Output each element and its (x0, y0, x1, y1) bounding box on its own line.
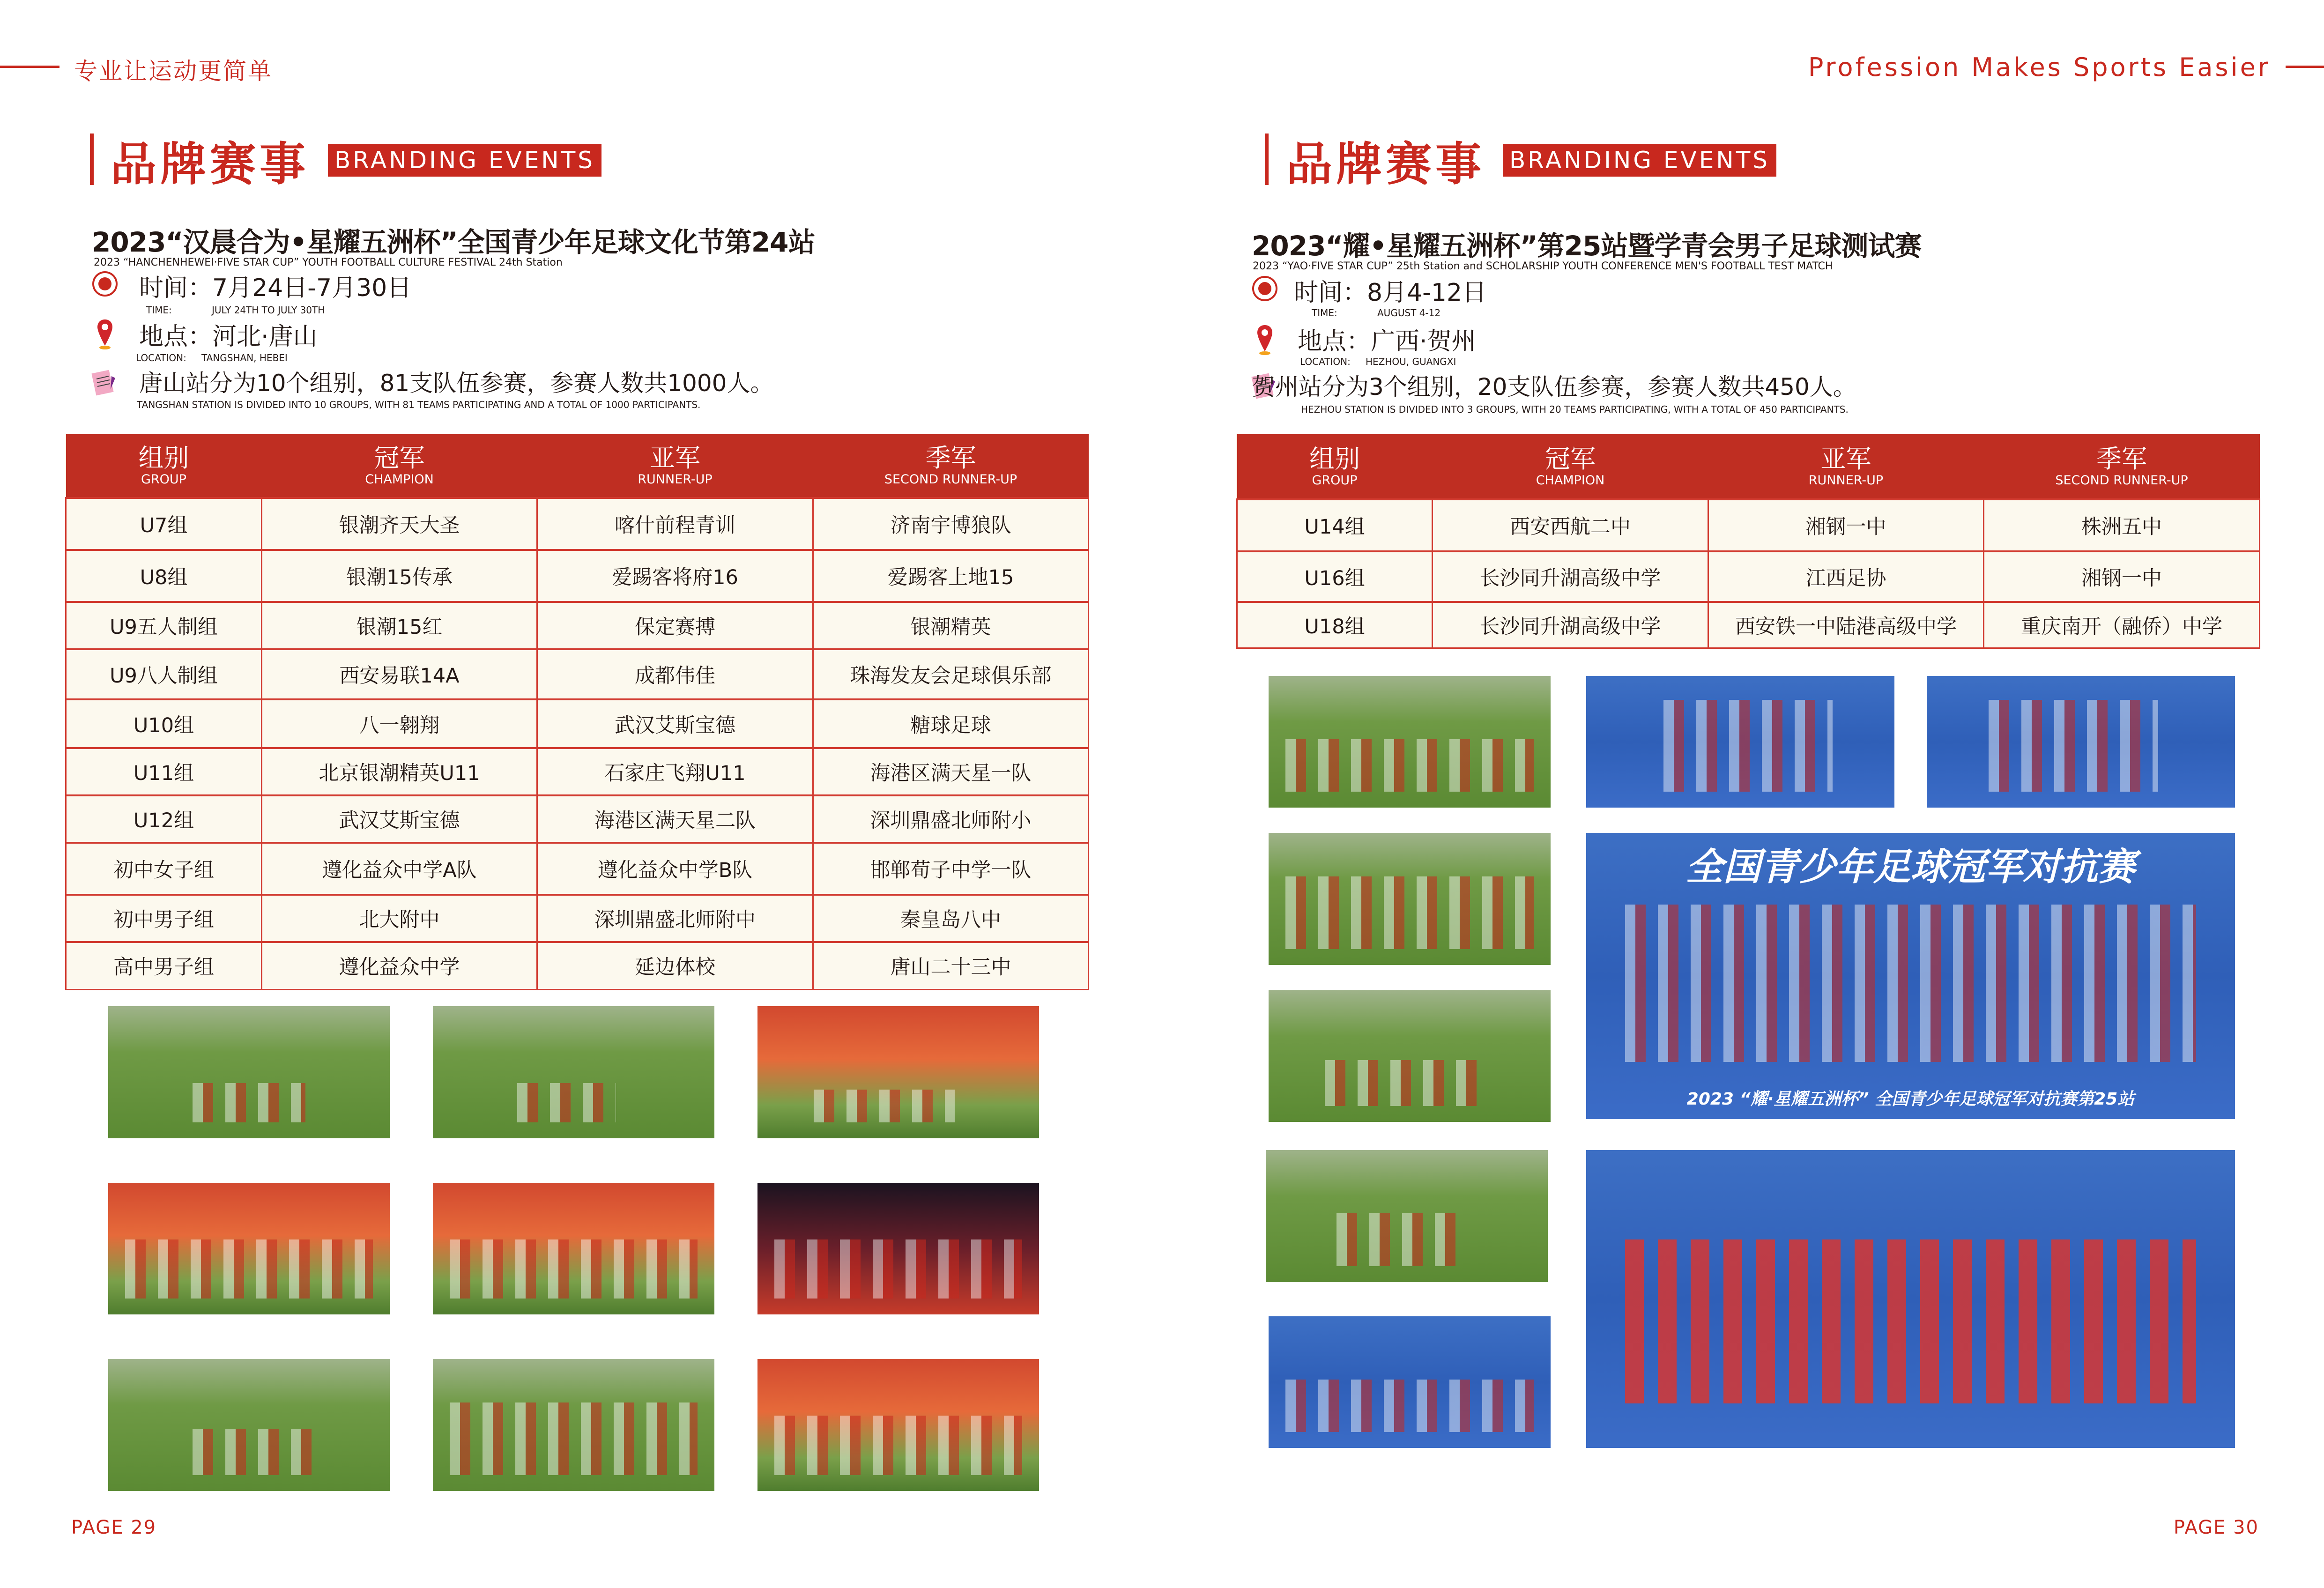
second-runner-up-cell: 秦皇岛八中 (813, 895, 1089, 942)
event-subtitle: 2023 “HANCHENHEWEI·FIVE STAR CUP” YOUTH FOOTBALL CULTURE FESTIVAL 24th Station (94, 257, 563, 268)
table-row (1237, 499, 2260, 551)
location-pin-icon (1252, 323, 1278, 356)
photo-lineup (1269, 676, 1551, 808)
event-description-en: HEZHOU STATION IS DIVIDED INTO 3 GROUPS, WITH 20 TEAMS PARTICIPATING, WITH A TOTAL OF 450 PARTICIPANTS. (1301, 404, 1849, 415)
photo-team-2 (433, 1183, 714, 1314)
group-cell: U7组 (66, 498, 262, 550)
event-subtitle: 2023 “YAO·FIVE STAR CUP” 25th Station and SCHOLARSHIP YOUTH CONFERENCE MEN'S FOOTBALL TEST MATCH (1253, 260, 1833, 272)
runner-up-cell: 保定赛搏 (537, 602, 813, 649)
table-row (66, 699, 1089, 748)
photo-match-4 (108, 1359, 390, 1491)
table-row (1237, 551, 2260, 602)
table-row (66, 602, 1089, 649)
column-header-en: CHAMPION (365, 472, 434, 487)
column-header-en: SECOND RUNNER-UP (2055, 473, 2188, 488)
slogan-cn: 专业让运动更简单 (74, 58, 273, 85)
group-cell: U12组 (66, 795, 262, 843)
results-table (65, 434, 1089, 990)
table-row (66, 550, 1089, 602)
clock-icon (92, 271, 118, 297)
second-runner-up-cell: 株洲五中 (1984, 499, 2260, 551)
event-time: 时间：8月4-12日 (1294, 279, 1487, 307)
event-time-en (146, 304, 325, 316)
runner-up-cell: 武汉艾斯宝德 (537, 699, 813, 748)
champion-cell: 银潮15传承 (262, 550, 537, 602)
group-cell: U16组 (1237, 551, 1433, 602)
champion-cell: 八一翱翔 (262, 699, 537, 748)
photo-match-3 (757, 1006, 1039, 1138)
champion-cell: 武汉艾斯宝德 (262, 795, 537, 843)
photo-match-2 (433, 1006, 714, 1138)
group-cell: U18组 (1237, 602, 1433, 648)
column-header (1984, 434, 2260, 499)
section-title-en: BRANDING EVENTS (328, 144, 601, 177)
column-header-en: CHAMPION (1536, 473, 1605, 488)
runner-up-cell: 江西足协 (1708, 551, 1984, 602)
results-table (1236, 434, 2260, 649)
event-location-en (1300, 356, 1456, 367)
runner-up-cell: 遵化益众中学B队 (537, 843, 813, 895)
column-header-en: SECOND RUNNER-UP (884, 472, 1017, 487)
location-pin-icon (92, 318, 118, 350)
champion-cell: 遵化益众中学A队 (262, 843, 537, 895)
event-location: 地点：广西·贺州 (1298, 327, 1476, 356)
time-value: AUGUST 4-12 (1377, 307, 1441, 319)
photo-team-3 (757, 1359, 1039, 1491)
event-time: 时间：7月24日-7月30日 (139, 274, 412, 302)
slogan-en: Profession Makes Sports Easier (1808, 52, 2271, 82)
second-runner-up-cell: 爱踢客上地15 (813, 550, 1089, 602)
column-header-cn: 组别 (138, 443, 189, 473)
section-title-en: BRANDING EVENTS (1503, 144, 1776, 177)
photo-referees (1269, 833, 1551, 965)
champion-cell: 银潮15红 (262, 602, 537, 649)
champion-cell: 长沙同升湖高级中学 (1433, 551, 1708, 602)
time-value: JULY 24TH TO JULY 30TH (212, 304, 325, 316)
runner-up-cell: 海港区满天星二队 (537, 795, 813, 843)
table-row (1237, 602, 2260, 648)
photo-group-officials (1586, 833, 2235, 1119)
column-header-cn: 冠军 (1545, 444, 1596, 474)
photo-caption: 全国青少年足球冠军对抗赛 (1685, 845, 2136, 889)
event-location: 地点：河北·唐山 (139, 323, 318, 351)
column-header (1433, 434, 1708, 499)
group-cell: 高中男子组 (66, 942, 262, 989)
header-rule-right (2286, 66, 2324, 68)
photo-award-1 (1586, 676, 1894, 808)
second-runner-up-cell: 湘钢一中 (1984, 551, 2260, 602)
table-row (66, 843, 1089, 895)
section-bar (1265, 134, 1269, 185)
table-header-row (66, 434, 1089, 498)
table-row (66, 795, 1089, 843)
runner-up-cell: 湘钢一中 (1708, 499, 1984, 551)
column-header-cn: 冠军 (374, 443, 425, 473)
column-header-cn: 亚军 (1820, 444, 1871, 474)
column-header-en: RUNNER-UP (1808, 473, 1884, 488)
event-description: 唐山站分为10个组别，81支队伍参赛，参赛人数共1000人。 (139, 370, 774, 397)
runner-up-cell: 深圳鼎盛北师附中 (537, 895, 813, 942)
section-title: 品牌赛事 (1286, 138, 1485, 191)
section-title: 品牌赛事 (111, 138, 310, 191)
champion-cell: 长沙同升湖高级中学 (1433, 602, 1708, 648)
runner-up-cell: 西安铁一中陆港高级中学 (1708, 602, 1984, 648)
group-cell: U9八人制组 (66, 649, 262, 699)
location-label: LOCATION: (1300, 356, 1351, 367)
second-runner-up-cell: 海港区满天星一队 (813, 748, 1089, 795)
runner-up-cell: 爱踢客将府16 (537, 550, 813, 602)
column-header (813, 434, 1089, 498)
second-runner-up-cell: 糖球足球 (813, 699, 1089, 748)
event-location-en (136, 352, 288, 364)
second-runner-up-cell: 重庆南开（融侨）中学 (1984, 602, 2260, 648)
column-header-cn: 组别 (1309, 444, 1360, 474)
time-label: TIME: (1312, 307, 1337, 319)
clock-icon (1252, 275, 1278, 302)
notepad-icon (91, 368, 117, 396)
photo-caption: 2023 “耀·星耀五洲杯” 全国青少年足球冠军对抗赛第25站 (1686, 1090, 2135, 1109)
photo-team-1 (108, 1183, 390, 1314)
column-header (537, 434, 813, 498)
runner-up-cell: 喀什前程青训 (537, 498, 813, 550)
group-cell: 初中男子组 (66, 895, 262, 942)
table-row (66, 942, 1089, 989)
second-runner-up-cell: 深圳鼎盛北师附小 (813, 795, 1089, 843)
column-header-en: GROUP (141, 472, 186, 487)
photo-match-5 (1269, 990, 1551, 1122)
group-cell: U10组 (66, 699, 262, 748)
column-header-cn: 季军 (925, 443, 976, 473)
runner-up-cell: 延边体校 (537, 942, 813, 989)
second-runner-up-cell: 珠海发友会足球俱乐部 (813, 649, 1089, 699)
group-cell: U14组 (1237, 499, 1433, 551)
column-header (66, 434, 262, 498)
group-cell: U11组 (66, 748, 262, 795)
group-cell: U8组 (66, 550, 262, 602)
event-title: 2023“耀•星耀五洲杯”第25站暨学青会男子足球测试赛 (1252, 230, 1922, 262)
photo-match-6 (1266, 1150, 1548, 1282)
table-row (66, 895, 1089, 942)
group-cell: 初中女子组 (66, 843, 262, 895)
second-runner-up-cell: 济南宇博狼队 (813, 498, 1089, 550)
column-header-cn: 季军 (2096, 444, 2147, 474)
second-runner-up-cell: 唐山二十三中 (813, 942, 1089, 989)
event-description: 贺州站分为3个组别，20支队伍参赛，参赛人数共450人。 (1252, 373, 1856, 401)
table-header-row (1237, 434, 2260, 499)
page-number: PAGE 30 (2173, 1517, 2259, 1538)
table-row (66, 649, 1089, 699)
photo-champions-celebration (1586, 1150, 2235, 1448)
second-runner-up-cell: 银潮精英 (813, 602, 1089, 649)
time-label: TIME: (146, 304, 172, 316)
location-value: TANGSHAN, HEBEI (201, 352, 288, 364)
event-time-en (1312, 307, 1440, 319)
champion-cell: 北京银潮精英U11 (262, 748, 537, 795)
section-bar (90, 134, 94, 185)
page-number: PAGE 29 (71, 1517, 157, 1538)
event-description-en: TANGSHAN STATION IS DIVIDED INTO 10 GROUPS, WITH 81 TEAMS PARTICIPATING AND A TOTAL OF 1000 PARTICIPANTS. (137, 399, 701, 410)
champion-cell: 西安西航二中 (1433, 499, 1708, 551)
event-title: 2023“汉晨合为•星耀五洲杯”全国青少年足球文化节第24站 (92, 226, 815, 258)
champion-cell: 银潮齐天大圣 (262, 498, 537, 550)
column-header-en: GROUP (1312, 473, 1358, 488)
photo-match-1 (108, 1006, 390, 1138)
runner-up-cell: 石家庄飞翔U11 (537, 748, 813, 795)
column-header-cn: 亚军 (650, 443, 700, 473)
header-rule-left (0, 66, 59, 68)
champion-cell: 西安易联14A (262, 649, 537, 699)
photo-award-2 (1927, 676, 2235, 808)
champion-cell: 北大附中 (262, 895, 537, 942)
champion-cell: 遵化益众中学 (262, 942, 537, 989)
location-value: HEZHOU, GUANGXI (1366, 356, 1456, 367)
table-row (66, 748, 1089, 795)
column-header (262, 434, 537, 498)
column-header-en: RUNNER-UP (638, 472, 713, 487)
second-runner-up-cell: 邯郸荀子中学一队 (813, 843, 1089, 895)
table-row (66, 498, 1089, 550)
location-label: LOCATION: (136, 352, 186, 364)
column-header (1708, 434, 1984, 499)
group-cell: U9五人制组 (66, 602, 262, 649)
photo-team-blue (1269, 1316, 1551, 1448)
photo-referees (433, 1359, 714, 1491)
runner-up-cell: 成都伟佳 (537, 649, 813, 699)
photo-night-ceremony (757, 1183, 1039, 1314)
column-header (1237, 434, 1433, 499)
